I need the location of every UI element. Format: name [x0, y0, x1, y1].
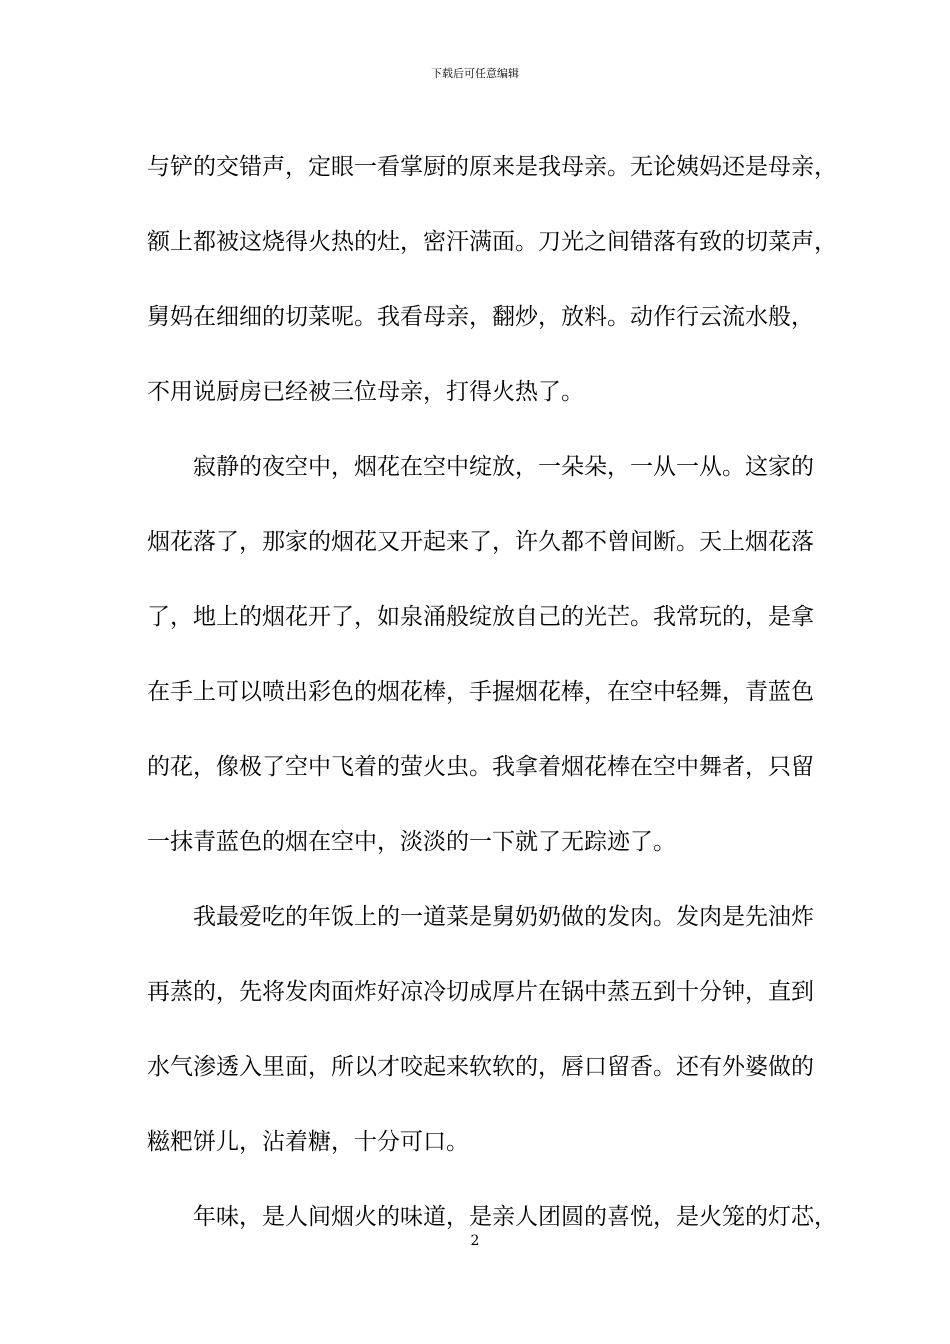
- text-line: 烟花落了，那家的烟花又开起来了，许久都不曾间断。天上烟花落: [147, 529, 814, 555]
- text-line: 了，地上的烟花开了，如泉涌般绽放自己的光芒。我常玩的，是拿: [147, 604, 814, 630]
- text-line: 与铲的交错声，定眼一看掌厨的原来是我母亲。无论姨妈还是母亲，: [147, 154, 837, 180]
- page-number: 2: [470, 1233, 480, 1249]
- text-line: 水气渗透入里面，所以才咬起来软软的，唇口留香。还有外婆做的: [147, 1054, 814, 1080]
- text-line: 在手上可以喷出彩色的烟花棒，手握烟花棒，在空中轻舞，青蓝色: [147, 679, 814, 705]
- text-line: 舅妈在细细的切菜呢。我看母亲，翻炒，放料。动作行云流水般，: [147, 304, 814, 330]
- paragraph-first-line: 我最爱吃的年饭上的一道菜是舅奶奶做的发肉。发肉是先油炸: [193, 904, 814, 930]
- text-line: 再蒸的，先将发肉面炸好凉冷切成厚片在锅中蒸五到十分钟，直到: [147, 979, 814, 1005]
- document-body: [147, 130, 837, 1255]
- page-header: 下载后可任意编辑: [431, 67, 519, 80]
- text-line: 糍粑饼儿，沾着糖，十分可口。: [147, 1129, 469, 1155]
- text-line: 的花，像极了空中飞着的萤火虫。我拿着烟花棒在空中舞者，只留: [147, 754, 814, 780]
- text-line: 不用说厨房已经被三位母亲，打得火热了。: [147, 379, 584, 405]
- paragraph-first-line: 年味，是人间烟火的味道，是亲人团圆的喜悦，是火笼的灯芯，: [193, 1204, 837, 1230]
- paragraph-first-line: 寂静的夜空中，烟花在空中绽放，一朵朵，一从一从。这家的: [193, 454, 814, 480]
- text-line: 额上都被这烧得火热的灶，密汗满面。刀光之间错落有致的切菜声，: [147, 229, 837, 255]
- text-line: 一抹青蓝色的烟在空中，淡淡的一下就了无踪迹了。: [147, 829, 676, 855]
